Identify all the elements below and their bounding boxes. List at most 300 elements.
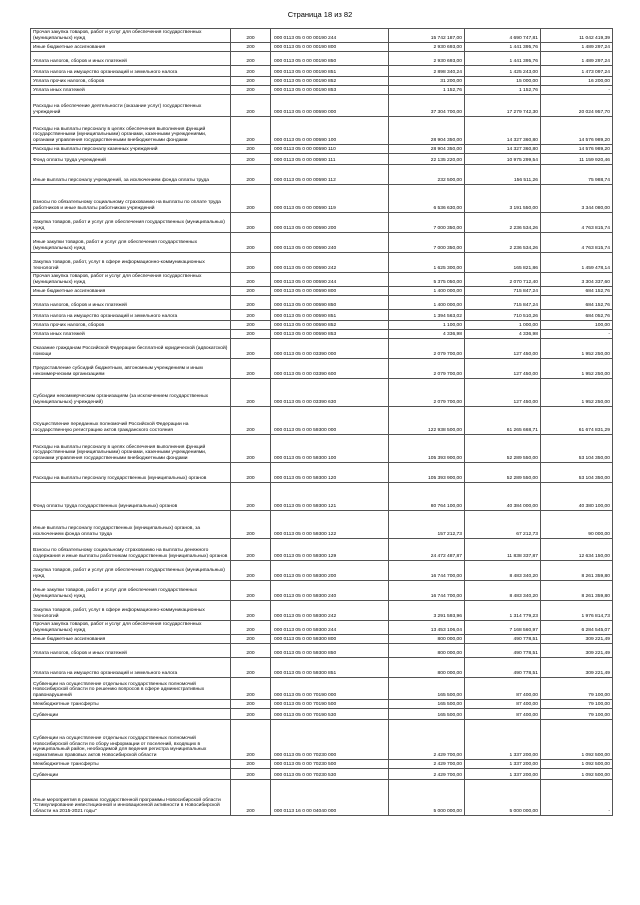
row-executed-cell: 2 236 534,26 — [465, 213, 541, 233]
row-approved-cell: 6 536 630,00 — [389, 185, 465, 213]
row-remaining-cell: 684 152,76 — [541, 296, 613, 310]
row-approved-cell: 122 938 500,00 — [389, 407, 465, 435]
row-remaining-cell: 3 304 337,60 — [541, 273, 613, 287]
row-name-cell: Оказание гражданам Российской Федерации бесплатной юридической (адвокатской) помощи — [31, 339, 231, 359]
row-remaining-cell: 40 380 100,00 — [541, 483, 613, 511]
row-kbk-cell: 000 0113 05 0 00 70230 000 — [271, 720, 389, 760]
row-name-cell: Уплата иных платежей — [31, 86, 231, 95]
row-approved-cell: 105 393 900,00 — [389, 435, 465, 463]
table-row — [31, 709, 613, 720]
row-code-cell: 200 — [231, 635, 271, 644]
row-kbk-cell: 000 0113 05 0 00 00590 800 — [271, 287, 389, 296]
row-name-cell: Иные бюджетные ассигнования — [31, 43, 231, 52]
row-code-cell: 200 — [231, 407, 271, 435]
row-name-cell: Уплата прочих налогов, сборов — [31, 321, 231, 330]
row-approved-cell: 2 429 700,00 — [389, 720, 465, 760]
row-name-cell: Уплата налогов, сборов и иных платежей — [31, 52, 231, 66]
row-code-cell: 200 — [231, 621, 271, 635]
table-row — [31, 165, 613, 185]
row-kbk-cell: 000 0113 05 0 00 70230 530 — [271, 769, 389, 780]
row-remaining-cell: 75 988,74 — [541, 165, 613, 185]
row-approved-cell: 105 393 900,00 — [389, 463, 465, 483]
row-name-cell: Закупка товаров, работ, услуг в сфере информационно-коммуникационных технологий — [31, 253, 231, 273]
row-executed-cell: 1 314 779,23 — [465, 601, 541, 621]
row-approved-cell: 37 304 700,00 — [389, 95, 465, 117]
row-executed-cell: 1 152,76 — [465, 86, 541, 95]
table-row — [31, 511, 613, 539]
budget-execution-table — [30, 28, 613, 816]
table-row — [31, 720, 613, 760]
row-approved-cell: 2 079 700,00 — [389, 359, 465, 379]
row-code-cell: 200 — [231, 463, 271, 483]
row-kbk-cell: 000 0113 05 0 00 59300 000 — [271, 407, 389, 435]
row-kbk-cell: 000 0113 05 0 00 59300 129 — [271, 539, 389, 561]
row-approved-cell: 2 079 700,00 — [389, 379, 465, 407]
row-executed-cell: 490 778,51 — [465, 635, 541, 644]
row-kbk-cell: 000 0113 05 0 00 00590 200 — [271, 213, 389, 233]
row-remaining-cell: 8 261 359,80 — [541, 561, 613, 581]
row-code-cell: 200 — [231, 760, 271, 769]
row-approved-cell: 7 000 350,00 — [389, 213, 465, 233]
row-approved-cell: 800 000,00 — [389, 635, 465, 644]
table-row — [31, 253, 613, 273]
table-row — [31, 185, 613, 213]
table-row — [31, 463, 613, 483]
table-body — [31, 29, 613, 816]
row-executed-cell: 1 337 200,00 — [465, 760, 541, 769]
row-remaining-cell: 1 976 814,73 — [541, 601, 613, 621]
row-executed-cell: 52 289 550,00 — [465, 463, 541, 483]
row-executed-cell: 1 441 395,76 — [465, 52, 541, 66]
row-code-cell: 200 — [231, 185, 271, 213]
row-remaining-cell: 6 284 545,07 — [541, 621, 613, 635]
row-executed-cell: 17 279 742,30 — [465, 95, 541, 117]
row-kbk-cell: 000 0113 05 0 00 70190 530 — [271, 709, 389, 720]
row-name-cell: Уплата налогов, сборов и иных платежей — [31, 644, 231, 658]
row-approved-cell: 2 079 700,00 — [389, 339, 465, 359]
row-kbk-cell: 000 0113 05 0 00 00590 244 — [271, 273, 389, 287]
row-name-cell: Межбюджетные трансферты — [31, 760, 231, 769]
row-approved-cell: 2 429 700,00 — [389, 760, 465, 769]
row-approved-cell: 80 764 100,00 — [389, 483, 465, 511]
row-executed-cell: 710 510,26 — [465, 310, 541, 321]
row-name-cell: Субвенции на осуществление отдельных государственных полномочий Новосибирской области по решению вопросов в сфере административных правонарушений — [31, 678, 231, 700]
row-code-cell: 200 — [231, 658, 271, 678]
row-approved-cell: 1 400 000,00 — [389, 287, 465, 296]
row-executed-cell: 127 450,00 — [465, 379, 541, 407]
row-kbk-cell: 000 0113 05 0 00 59300 200 — [271, 561, 389, 581]
row-executed-cell: 3 191 550,00 — [465, 185, 541, 213]
row-code-cell: 200 — [231, 77, 271, 86]
row-remaining-cell: 14 576 989,20 — [541, 145, 613, 154]
table-row — [31, 52, 613, 66]
row-remaining-cell: 8 261 359,80 — [541, 581, 613, 601]
row-code-cell: 200 — [231, 709, 271, 720]
row-code-cell: 200 — [231, 539, 271, 561]
row-remaining-cell: 1 489 297,24 — [541, 43, 613, 52]
table-row — [31, 635, 613, 644]
row-executed-cell: 40 384 000,00 — [465, 483, 541, 511]
row-executed-cell: 165 821,86 — [465, 253, 541, 273]
table-row — [31, 678, 613, 700]
row-code-cell: 200 — [231, 86, 271, 95]
row-code-cell: 200 — [231, 52, 271, 66]
row-kbk-cell: 000 0113 05 0 00 00590 111 — [271, 154, 389, 165]
row-executed-cell: 156 511,26 — [465, 165, 541, 185]
row-executed-cell: 1 337 200,00 — [465, 769, 541, 780]
row-code-cell: 200 — [231, 273, 271, 287]
row-executed-cell: 87 400,00 — [465, 709, 541, 720]
row-kbk-cell: 000 0113 05 0 00 00590 100 — [271, 117, 389, 145]
row-approved-cell: 165 500,00 — [389, 678, 465, 700]
row-name-cell: Иные закупки товаров, работ и услуг для обеспечения государственных (муниципальных) нужд — [31, 233, 231, 253]
row-remaining-cell: 100,00 — [541, 321, 613, 330]
row-name-cell: Иные закупки товаров, работ и услуг для обеспечения государственных (муниципальных) нужд — [31, 581, 231, 601]
table-row — [31, 769, 613, 780]
row-name-cell: Субвенции — [31, 709, 231, 720]
row-name-cell: Осуществление переданных полномочий Российской Федерации на государственную регистрацию актов гражданского состояния — [31, 407, 231, 435]
table-row — [31, 760, 613, 769]
table-row — [31, 86, 613, 95]
row-kbk-cell: 000 0113 05 0 00 00590 242 — [271, 253, 389, 273]
row-name-cell: Прочая закупка товаров, работ и услуг для обеспечения государственных (муниципальных) нужд — [31, 621, 231, 635]
table-row — [31, 379, 613, 407]
row-code-cell: 200 — [231, 95, 271, 117]
row-code-cell: 200 — [231, 287, 271, 296]
row-approved-cell: 1 400 000,00 — [389, 296, 465, 310]
row-approved-cell: 2 429 700,00 — [389, 769, 465, 780]
row-name-cell: Уплата налогов, сборов и иных платежей — [31, 296, 231, 310]
row-kbk-cell: 000 0113 05 0 00 59300 240 — [271, 581, 389, 601]
row-kbk-cell: 000 0113 16 0 00 04040 000 — [271, 780, 389, 816]
row-remaining-cell: 14 576 989,20 — [541, 117, 613, 145]
row-kbk-cell: 000 0113 05 0 00 00190 850 — [271, 52, 389, 66]
row-executed-cell: 67 212,73 — [465, 511, 541, 539]
row-remaining-cell: 309 221,49 — [541, 635, 613, 644]
row-executed-cell: 127 450,00 — [465, 359, 541, 379]
row-remaining-cell: 1 952 250,00 — [541, 339, 613, 359]
row-code-cell: 200 — [231, 213, 271, 233]
row-code-cell: 200 — [231, 339, 271, 359]
row-approved-cell: 28 904 350,00 — [389, 117, 465, 145]
row-name-cell: Расходы на выплаты персоналу в целях обеспечения выполнения функций государственными (муниципальными) органами, казенными учреждениями, органами управления государственными внебюджетными фондами — [31, 435, 231, 463]
row-approved-cell: 16 744 700,00 — [389, 561, 465, 581]
row-approved-cell: 1 625 300,00 — [389, 253, 465, 273]
row-code-cell: 200 — [231, 253, 271, 273]
table-row — [31, 601, 613, 621]
row-approved-cell: 24 472 487,87 — [389, 539, 465, 561]
table-row — [31, 77, 613, 86]
row-code-cell: 200 — [231, 310, 271, 321]
table-row — [31, 321, 613, 330]
row-code-cell: 200 — [231, 581, 271, 601]
row-executed-cell: 52 289 550,00 — [465, 435, 541, 463]
row-remaining-cell: 61 674 831,29 — [541, 407, 613, 435]
table-row — [31, 407, 613, 435]
table-row — [31, 310, 613, 321]
row-code-cell: 200 — [231, 296, 271, 310]
row-approved-cell: 165 500,00 — [389, 700, 465, 709]
row-executed-cell: 2 236 534,26 — [465, 233, 541, 253]
row-name-cell: Расходы на выплаты персоналу государственных (муниципальных) органов — [31, 463, 231, 483]
row-executed-cell: 10 975 299,54 — [465, 154, 541, 165]
row-name-cell: Иные выплаты персоналу учреждений, за исключением фонда оплаты труда — [31, 165, 231, 185]
row-kbk-cell: 000 0113 05 0 00 59300 100 — [271, 435, 389, 463]
row-executed-cell: 7 168 560,97 — [465, 621, 541, 635]
row-code-cell: 200 — [231, 644, 271, 658]
row-executed-cell: 715 847,24 — [465, 296, 541, 310]
row-executed-cell: 490 778,51 — [465, 658, 541, 678]
row-remaining-cell: 16 200,00 — [541, 77, 613, 86]
row-kbk-cell: 000 0113 05 0 00 00590 112 — [271, 165, 389, 185]
row-code-cell: 200 — [231, 359, 271, 379]
table-row — [31, 644, 613, 658]
row-code-cell: 200 — [231, 678, 271, 700]
row-executed-cell: 2 070 712,40 — [465, 273, 541, 287]
row-executed-cell: 127 450,00 — [465, 339, 541, 359]
row-executed-cell: 14 327 360,80 — [465, 117, 541, 145]
row-remaining-cell: 1 473 097,24 — [541, 66, 613, 77]
row-code-cell: 200 — [231, 154, 271, 165]
table-row — [31, 29, 613, 43]
row-name-cell: Уплата иных платежей — [31, 330, 231, 339]
row-executed-cell: 15 000,00 — [465, 77, 541, 86]
row-name-cell: Уплата налога на имущество организаций и земельного налога — [31, 66, 231, 77]
row-kbk-cell: 000 0113 05 0 00 00590 852 — [271, 321, 389, 330]
row-remaining-cell: 684 152,76 — [541, 287, 613, 296]
row-name-cell: Межбюджетные трансферты — [31, 700, 231, 709]
row-remaining-cell: 53 104 350,00 — [541, 435, 613, 463]
row-remaining-cell: - — [541, 330, 613, 339]
row-kbk-cell: 000 0113 05 0 00 00590 850 — [271, 296, 389, 310]
row-code-cell: 200 — [231, 165, 271, 185]
row-code-cell: 200 — [231, 66, 271, 77]
row-executed-cell: 14 327 360,80 — [465, 145, 541, 154]
row-name-cell: Иные бюджетные ассигнования — [31, 635, 231, 644]
table-row — [31, 117, 613, 145]
table-row — [31, 330, 613, 339]
row-approved-cell: 13 453 106,04 — [389, 621, 465, 635]
table-row — [31, 539, 613, 561]
row-remaining-cell: - — [541, 780, 613, 816]
table-row — [31, 233, 613, 253]
row-kbk-cell: 000 0113 05 0 00 70190 000 — [271, 678, 389, 700]
row-name-cell: Уплата прочих налогов, сборов — [31, 77, 231, 86]
row-remaining-cell: 1 092 500,00 — [541, 769, 613, 780]
row-approved-cell: 2 898 340,24 — [389, 66, 465, 77]
row-remaining-cell: 1 489 297,24 — [541, 52, 613, 66]
row-remaining-cell: 4 763 815,74 — [541, 233, 613, 253]
table-row — [31, 213, 613, 233]
row-code-cell: 200 — [231, 29, 271, 43]
row-executed-cell: 5 000 000,00 — [465, 780, 541, 816]
row-kbk-cell: 000 0113 05 0 00 00590 000 — [271, 95, 389, 117]
row-kbk-cell: 000 0113 05 0 00 59300 122 — [271, 511, 389, 539]
row-remaining-cell: 20 024 957,70 — [541, 95, 613, 117]
row-name-cell: Расходы на обеспечение деятельности (оказание услуг) государственных учреждений — [31, 95, 231, 117]
row-approved-cell: 157 212,73 — [389, 511, 465, 539]
row-approved-cell: 15 742 187,00 — [389, 29, 465, 43]
row-kbk-cell: 000 0113 05 0 00 00190 851 — [271, 66, 389, 77]
row-remaining-cell: 11 042 419,39 — [541, 29, 613, 43]
row-approved-cell: 16 744 700,00 — [389, 581, 465, 601]
row-name-cell: Закупка товаров, работ, услуг в сфере информационно-коммуникационных технологий — [31, 601, 231, 621]
row-name-cell: Прочая закупка товаров, работ и услуг для обеспечения государственных (муниципальных) нужд — [31, 273, 231, 287]
table-row — [31, 66, 613, 77]
row-kbk-cell: 000 0113 05 0 00 03390 600 — [271, 359, 389, 379]
row-name-cell: Уплата налога на имущество организаций и земельного налога — [31, 310, 231, 321]
row-approved-cell: 28 904 350,00 — [389, 145, 465, 154]
table-row — [31, 581, 613, 601]
row-code-cell: 200 — [231, 117, 271, 145]
row-name-cell: Иные бюджетные ассигнования — [31, 287, 231, 296]
row-kbk-cell: 000 0113 05 0 00 00190 244 — [271, 29, 389, 43]
row-kbk-cell: 000 0113 05 0 00 59300 850 — [271, 644, 389, 658]
row-executed-cell: 87 400,00 — [465, 678, 541, 700]
row-approved-cell: 800 000,00 — [389, 644, 465, 658]
row-code-cell: 200 — [231, 321, 271, 330]
row-code-cell: 200 — [231, 561, 271, 581]
row-name-cell: Закупка товаров, работ и услуг для обеспечения государственных (муниципальных) нужд — [31, 561, 231, 581]
table-row — [31, 359, 613, 379]
row-code-cell: 200 — [231, 601, 271, 621]
row-approved-cell: 2 930 693,00 — [389, 52, 465, 66]
row-executed-cell: 8 483 340,20 — [465, 581, 541, 601]
table-row — [31, 780, 613, 816]
page-number-header: Страница 18 из 82 — [287, 10, 353, 19]
row-name-cell: Субсидии некоммерческим организациям (за исключением государственных (муниципальных) учреждений) — [31, 379, 231, 407]
table-row — [31, 658, 613, 678]
row-approved-cell: 165 500,00 — [389, 709, 465, 720]
row-kbk-cell: 000 0113 05 0 00 00590 119 — [271, 185, 389, 213]
row-approved-cell: 4 336,98 — [389, 330, 465, 339]
row-kbk-cell: 000 0113 05 0 00 00590 240 — [271, 233, 389, 253]
row-remaining-cell: 11 159 920,46 — [541, 154, 613, 165]
row-kbk-cell: 000 0113 05 0 00 59300 242 — [271, 601, 389, 621]
row-remaining-cell: 90 000,00 — [541, 511, 613, 539]
row-kbk-cell: 000 0113 05 0 00 00590 851 — [271, 310, 389, 321]
row-remaining-cell: 684 052,76 — [541, 310, 613, 321]
row-remaining-cell: 3 344 080,00 — [541, 185, 613, 213]
row-name-cell: Расходы на выплаты персоналу казенных учреждений — [31, 145, 231, 154]
row-approved-cell: 1 394 563,02 — [389, 310, 465, 321]
table-row — [31, 621, 613, 635]
row-name-cell: Уплата налога на имущество организаций и земельного налога — [31, 658, 231, 678]
row-name-cell: Субвенции на осуществление отдельных государственных полномочий Новосибирской области по сбору информации от поселений, входящих в муниципальный район, необходимой для ведения регистра муниципальных нормативных правовых актов Новосибирской области — [31, 720, 231, 760]
row-remaining-cell: 1 092 500,00 — [541, 760, 613, 769]
table-row — [31, 339, 613, 359]
row-name-cell: Взносы по обязательному социальному страхованию на выплаты по оплате труда работников и иные выплаты работникам учреждений — [31, 185, 231, 213]
row-executed-cell: 1 000,00 — [465, 321, 541, 330]
row-kbk-cell: 000 0113 05 0 00 03390 000 — [271, 339, 389, 359]
row-kbk-cell: 000 0113 05 0 00 59300 121 — [271, 483, 389, 511]
row-approved-cell: 1 100,00 — [389, 321, 465, 330]
row-approved-cell: 1 152,76 — [389, 86, 465, 95]
row-kbk-cell: 000 0113 05 0 00 00590 853 — [271, 330, 389, 339]
row-executed-cell: 4 336,98 — [465, 330, 541, 339]
row-name-cell: Субвенции — [31, 769, 231, 780]
row-kbk-cell: 000 0113 05 0 00 59300 120 — [271, 463, 389, 483]
row-approved-cell: 22 135 220,00 — [389, 154, 465, 165]
row-code-cell: 200 — [231, 145, 271, 154]
row-approved-cell: 232 500,00 — [389, 165, 465, 185]
row-kbk-cell: 000 0113 05 0 00 70230 500 — [271, 760, 389, 769]
row-executed-cell: 1 337 200,00 — [465, 720, 541, 760]
table-row — [31, 296, 613, 310]
row-remaining-cell: 79 100,00 — [541, 678, 613, 700]
row-kbk-cell: 000 0113 05 0 00 03390 630 — [271, 379, 389, 407]
row-remaining-cell: 309 221,49 — [541, 658, 613, 678]
row-executed-cell: 1 441 395,76 — [465, 43, 541, 52]
table-row — [31, 287, 613, 296]
row-remaining-cell: 1 092 500,00 — [541, 720, 613, 760]
row-approved-cell: 5 375 050,00 — [389, 273, 465, 287]
row-code-cell: 200 — [231, 233, 271, 253]
table-row — [31, 435, 613, 463]
row-name-cell: Иные выплаты персоналу государственных (муниципальных) органов, за исключением фонда оплаты труда — [31, 511, 231, 539]
table-row — [31, 700, 613, 709]
row-code-cell: 200 — [231, 330, 271, 339]
row-executed-cell: 4 690 747,81 — [465, 29, 541, 43]
row-executed-cell: 715 847,24 — [465, 287, 541, 296]
row-name-cell: Фонд оплаты труда учреждений — [31, 154, 231, 165]
row-executed-cell: 490 778,51 — [465, 644, 541, 658]
row-approved-cell: 2 930 693,00 — [389, 43, 465, 52]
row-remaining-cell: 1 952 250,00 — [541, 379, 613, 407]
row-code-cell: 200 — [231, 43, 271, 52]
row-remaining-cell: 79 100,00 — [541, 700, 613, 709]
row-name-cell: Иные мероприятия в рамках государственной программы Новосибирской области "Стимулирование инвестиционной и инновационной активности в Новосибирской области на 2015-2021 годы" — [31, 780, 231, 816]
row-remaining-cell: 79 100,00 — [541, 709, 613, 720]
row-approved-cell: 31 200,00 — [389, 77, 465, 86]
row-name-cell: Взносы по обязательному социальному страхованию на выплаты денежного содержания и иные выплаты работникам государственных (муниципальных) органов — [31, 539, 231, 561]
row-kbk-cell: 000 0113 05 0 00 00590 110 — [271, 145, 389, 154]
row-approved-cell: 800 000,00 — [389, 658, 465, 678]
row-kbk-cell: 000 0113 05 0 00 70190 500 — [271, 700, 389, 709]
row-code-cell: 200 — [231, 700, 271, 709]
row-remaining-cell: 53 104 350,00 — [541, 463, 613, 483]
row-name-cell: Фонд оплаты труда государственных (муниципальных) органов — [31, 483, 231, 511]
table-row — [31, 145, 613, 154]
row-name-cell: Предоставление субсидий бюджетным, автономным учреждениям и иным некоммерческим организациям — [31, 359, 231, 379]
row-remaining-cell: 12 634 150,00 — [541, 539, 613, 561]
row-executed-cell: 11 838 337,87 — [465, 539, 541, 561]
table-row — [31, 483, 613, 511]
row-kbk-cell: 000 0113 05 0 00 59300 244 — [271, 621, 389, 635]
row-code-cell: 200 — [231, 379, 271, 407]
row-code-cell: 200 — [231, 720, 271, 760]
row-name-cell: Прочая закупка товаров, работ и услуг для обеспечения государственных (муниципальных) нужд — [31, 29, 231, 43]
row-code-cell: 200 — [231, 780, 271, 816]
row-kbk-cell: 000 0113 05 0 00 00190 800 — [271, 43, 389, 52]
row-kbk-cell: 000 0113 05 0 00 59300 851 — [271, 658, 389, 678]
row-executed-cell: 8 483 340,20 — [465, 561, 541, 581]
row-code-cell: 200 — [231, 435, 271, 463]
table-row — [31, 43, 613, 52]
row-remaining-cell: 1 459 478,14 — [541, 253, 613, 273]
row-remaining-cell: 4 763 815,74 — [541, 213, 613, 233]
row-remaining-cell: 1 952 250,00 — [541, 359, 613, 379]
row-executed-cell: 1 425 243,00 — [465, 66, 541, 77]
table-row — [31, 561, 613, 581]
table-row — [31, 95, 613, 117]
row-name-cell: Закупка товаров, работ и услуг для обеспечения государственных (муниципальных) нужд — [31, 213, 231, 233]
row-code-cell: 200 — [231, 483, 271, 511]
table-row — [31, 273, 613, 287]
row-kbk-cell: 000 0113 05 0 00 59300 800 — [271, 635, 389, 644]
row-name-cell: Расходы на выплаты персоналу в целях обеспечения выполнения функций государственными (муниципальными) органами, казенными учреждениями, органами управления государственными внебюджетными фондами — [31, 117, 231, 145]
row-code-cell: 200 — [231, 511, 271, 539]
